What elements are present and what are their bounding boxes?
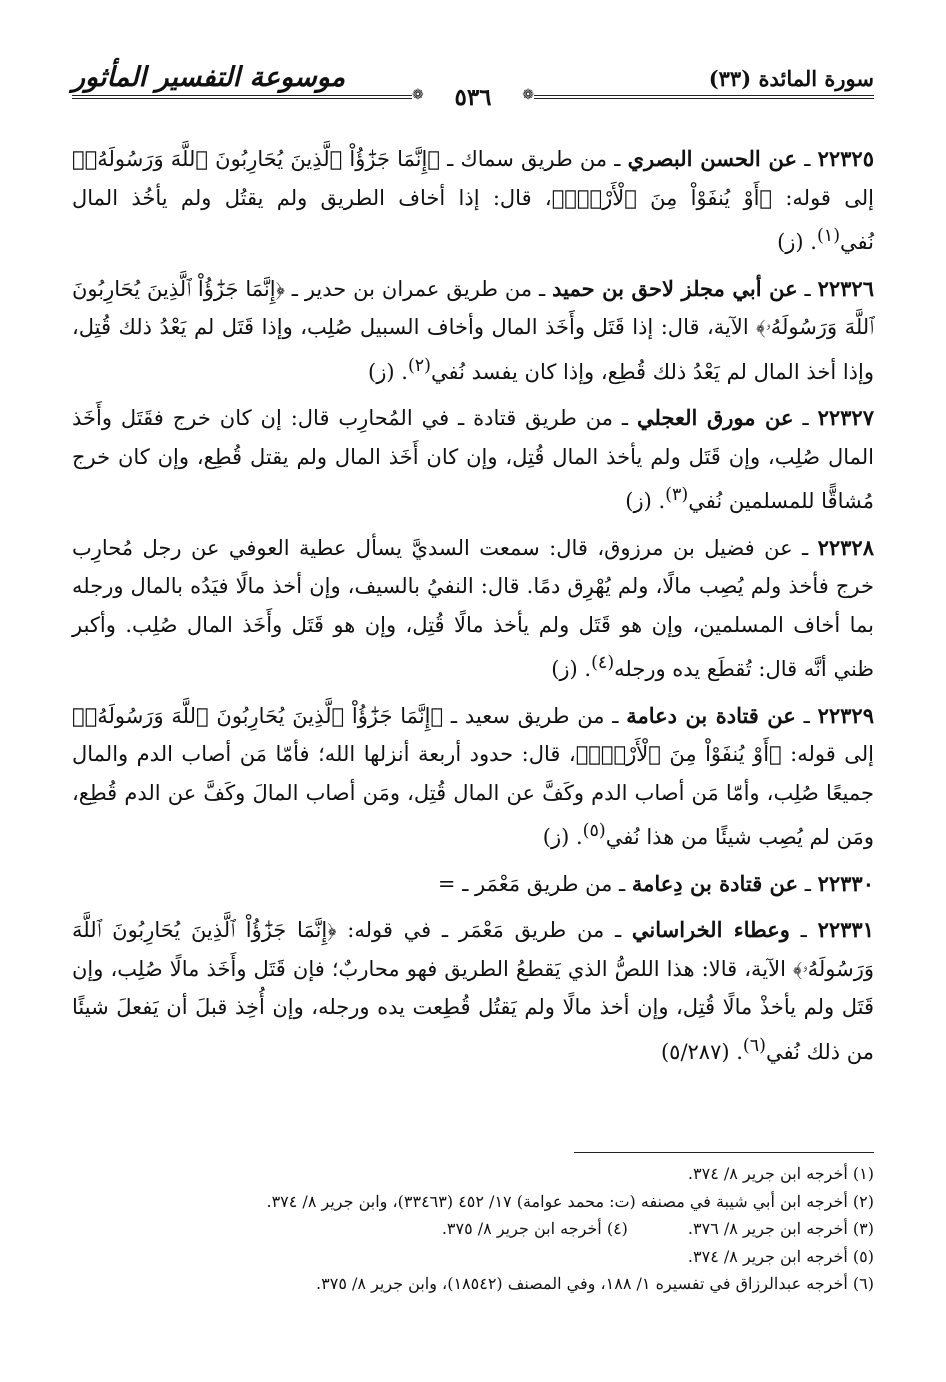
entry-number: ٢٢٣٢٨ (817, 534, 874, 560)
entry-text: ـ من طريق مَعْمَر ـ = (437, 871, 632, 896)
footnote-mark[interactable]: (٢) (407, 355, 431, 376)
entry-text: ـ من طريق عمران بن حدير ـ ﴿إِنَّمَا جَزَٰٓؤُاْ ٱلَّذِينَ يُحَارِبُونَ ٱللَّهَ وَرَسُولَهُۥ﴾ الآية، قال: إذا قَتَل وأَخَذ المال وأخاف السبيل صُلِب، وإذا قَتَل لم يَعْدُ ذلك قُتِل، وإذا أخذ المال لم يَعْدُ ذلك قُطِع، وإذا كان يفسد نُفي (72, 276, 874, 384)
entry-narrator: وعطاء الخراساني (631, 917, 790, 942)
entry-22328 (72, 529, 874, 689)
entry-narrator: عن قتادة بن دِعامة (631, 870, 799, 896)
footnote-mark[interactable]: (٦) (742, 1035, 766, 1056)
entry-22325: ٢٢٣٢٥ ـ عن الحسن البصري ـ من طريق سماك ـ ﴿إِنَّمَا جَزَٰٓؤُاْ ٱلَّذِينَ يُحَارِبُونَ ٱللَّهَ وَرَسُولَهُۥ﴾ إلى قوله: ﴿أَوْ يُنفَوْاْ مِنَ ٱلْأَرْضِۚ﴾، قال: إذا أخاف الطريق ولم يقتُل ولم يأخُذ المال نُفي$^{(١)}$. (ز) (72, 146, 874, 254)
entry-narrator: عن قتادة بن دعامة (626, 702, 796, 728)
surah-title: سورة المائدة (٣٣) (708, 66, 874, 91)
entry-number: ٢٢٣٢٥ (817, 146, 874, 171)
header-rule-right (534, 95, 874, 99)
ornament-right-icon: ❁ (522, 87, 534, 103)
entry-narrator: عن أبي مجلز لاحق بن حميد (552, 275, 798, 301)
footnote-mark[interactable]: (٤) (591, 653, 615, 673)
entry-22330: ٢٢٣٣٠ ـ عن قتادة بن دِعامة ـ من طريق مَعْمَر ـ = (437, 870, 874, 896)
footnotes (72, 1160, 874, 1298)
entry-source: . (ز) (551, 657, 592, 681)
footnote-separator (574, 1152, 874, 1153)
footnote-mark[interactable]: (٥) (582, 821, 606, 841)
entry-22331: ٢٢٣٣١ ـ وعطاء الخراساني ـ من طريق مَعْمَر ـ في قوله: ﴿إِنَّمَا جَزَٰٓؤُاْ ٱلَّذِينَ يُحَارِبُونَ ٱللَّهَ وَرَسُولَهُۥ﴾ الآية، قالا: هذا اللصُّ الذي يَقطعُ الطريق فهو محاربٌ؛ فإن قَتَل وأَخَذ مالًا صُلِب، وإن قَتَل ولم يأخذْ مالًا قُتِل، وإن أخذ مالًا ولم يَقتُل قُطِعت يده ورجله، وإن أُخِذ قبلَ أن يَفعلَ شيئًا من ذلك نُفي$^{(٦)}$. (٥/٢٨٧) (72, 917, 874, 1064)
encyclopedia-title: موسوعة التفسير المأثور (72, 62, 346, 93)
entry-number: ٢٢٣٢٧ (817, 405, 874, 430)
running-header (72, 62, 874, 111)
page-number: ٥٣٦ (444, 84, 501, 111)
main-text (72, 140, 874, 1079)
footnote-1: (١) أخرجه ابن جرير ٨/ ٣٧٤. (687, 1164, 874, 1183)
entry-22329: ٢٢٣٢٩ ـ عن قتادة بن دعامة ـ من طريق سعيد ـ ﴿إِنَّمَا جَزَٰٓؤُاْ ٱلَّذِينَ يُحَارِبُونَ ٱللَّهَ وَرَسُولَهُۥ﴾ إلى قوله: ﴿أَوْ يُنفَوْاْ مِنَ ٱلْأَرْضِۚ﴾، قال: حدود أربعة أنزلها الله؛ فأمّا مَن أصاب الدم والمال جميعًا صُلِب، وأمّا مَن أصاب الدم وكَفَّ عن المال قُتِل، ومَن أصاب المالَ وكَفَّ عن الدم قُطِع، ومَن لم يُصِب شيئًا من هذا نُفي$^{(٥)}$. (ز) (72, 702, 874, 849)
entry-source: . (ز) (368, 359, 408, 384)
entry-number: ٢٢٣٢٩ (817, 702, 874, 728)
ornament-left-icon: ❁ (412, 87, 424, 103)
footnote-mark[interactable]: (٣) (665, 485, 689, 505)
footnote-row (72, 1215, 874, 1243)
entry-22326: ٢٢٣٢٦ ـ عن أبي مجلز لاحق بن حميد ـ من طريق عمران بن حدير ـ ﴿إِنَّمَا جَزَٰٓؤُاْ ٱلَّذِينَ يُحَارِبُونَ ٱللَّهَ وَرَسُولَهُۥ﴾ الآية، قال: إذا قَتَل وأَخَذ المال وأخاف السبيل صُلِب، وإذا قَتَل لم يَعْدُ ذلك قُتِل، وإذا أخذ المال لم يَعْدُ ذلك قُطِع، وإذا كان يفسد نُفي$^{(٢)}$. (ز) (72, 275, 874, 384)
entry-number: ٢٢٣٢٦ (817, 275, 874, 301)
entry-narrator: عن الحسن البصري (627, 146, 798, 171)
footnote-mark[interactable]: (١) (816, 226, 841, 246)
footnote-5: (٥) أخرجه ابن جرير ٨/ ٣٧٤. (687, 1246, 874, 1266)
entry-source: . (ز) (625, 489, 666, 513)
entry-number: ٢٢٣٣١ (817, 917, 874, 942)
entry-22327: ٢٢٣٢٧ ـ عن مورق العجلي ـ من طريق قتادة ـ في المُحارِب قال: إن كان خرج فقَتَل وأَخَذ المال صُلِب، وإن قَتَل ولم يأخذ المال قُتِل، وإن كان أَخَذ المال ولم يقتل قُطِع، وإن كان خرج مُشاقًّا للمسلمين نُفي$^{(٣)}$. (ز) (72, 405, 874, 513)
entry-source: . (ز) (777, 230, 817, 254)
entry-text: ـ عن فضيل بن مرزوق، قال: سمعت السديَّ يسأل عطية العوفي عن رجل مُحارِب خرج فأخذ ولم يُصِب مالًا، ولم يُهْرِق دمًا. قال: النفيُ بالسيف، وإن أخذ مالًا فيَدُه بالمال ورجله بما أخاف المسلمين، وإن هو قَتَل ولم يأخذ مالًا قُتِل، وإن هو قَتَل وأَخَذ المال صُلِب. وأكبر ظني أنَّه قال: تُقطَع يده ورجله (72, 535, 874, 681)
footnote-4: (٤) أخرجه ابن جرير ٨/ ٣٧٥. (441, 1219, 628, 1238)
entry-narrator: عن مورق العجلي (637, 405, 794, 430)
footnote-6: (٦) أخرجه عبدالرزاق في تفسيره ١/ ١٨٨، وفي المصنف (١٨٥٤٢)، وابن جرير ٨/ ٣٧٥. (316, 1274, 874, 1293)
entry-source: . (ز) (542, 825, 583, 849)
entry-text: ـ من طريق سماك ـ ﴿إِنَّمَا جَزَٰٓؤُاْ ٱلَّذِينَ يُحَارِبُونَ ٱللَّهَ وَرَسُولَهُۥ﴾ إلى قوله: ﴿أَوْ يُنفَوْاْ مِنَ ٱلْأَرْضِۚ﴾، قال: إذا أخاف الطريق ولم يقتُل ولم يأخُذ المال نُفي (72, 147, 874, 254)
entry-number: ٢٢٣٣٠ (817, 870, 874, 896)
entry-source: . (٥/٢٨٧) (660, 1039, 743, 1064)
footnote-2: (٢) أخرجه ابن أبي شيبة في مصنفه (ت: محمد عوامة) ١٧/ ٤٥٢ (٣٣٤٦٣)، وابن جرير ٨/ ٣٧٤. (266, 1191, 874, 1211)
entry-text: ـ من طريق قتادة ـ في المُحارِب قال: إن كان خرج فقَتَل وأَخَذ المال صُلِب، وإن قَتَل ولم يأخذ المال قُتِل، وإن كان أَخَذ المال ولم يقتل قُطِع، وإن كان خرج مُشاقًّا للمسلمين نُفي (72, 406, 874, 513)
entry-text: ـ من طريق سعيد ـ ﴿إِنَّمَا جَزَٰٓؤُاْ ٱلَّذِينَ يُحَارِبُونَ ٱللَّهَ وَرَسُولَهُۥ﴾ إلى قوله: ﴿أَوْ يُنفَوْاْ مِنَ ٱلْأَرْضِۚ﴾، قال: حدود أربعة أنزلها الله؛ فأمّا مَن أصاب الدم والمال جميعًا صُلِب، وأمّا مَن أصاب الدم وكَفَّ عن المال قُتِل، ومَن أصاب المالَ وكَفَّ عن الدم قُطِع، ومَن لم يُصِب شيئًا من هذا نُفي (72, 703, 874, 849)
header-rule-left (72, 95, 412, 99)
footnote-3: (٣) أخرجه ابن جرير ٨/ ٣٧٦. (687, 1219, 874, 1238)
entry-text: ـ من طريق مَعْمَر ـ في قوله: ﴿إِنَّمَا جَزَٰٓؤُاْ ٱلَّذِينَ يُحَارِبُونَ ٱللَّهَ وَرَسُولَهُۥ﴾ الآية، قالا: هذا اللصُّ الذي يَقطعُ الطريق فهو محاربٌ؛ فإن قَتَل وأَخَذ مالًا صُلِب، وإن قَتَل ولم يأخذْ مالًا قُتِل، وإن أخذ مالًا ولم يَقتُل قُطِعت يده ورجله، وإن أُخِذ قبلَ أن يَفعلَ شيئًا من ذلك نُفي (72, 918, 874, 1064)
